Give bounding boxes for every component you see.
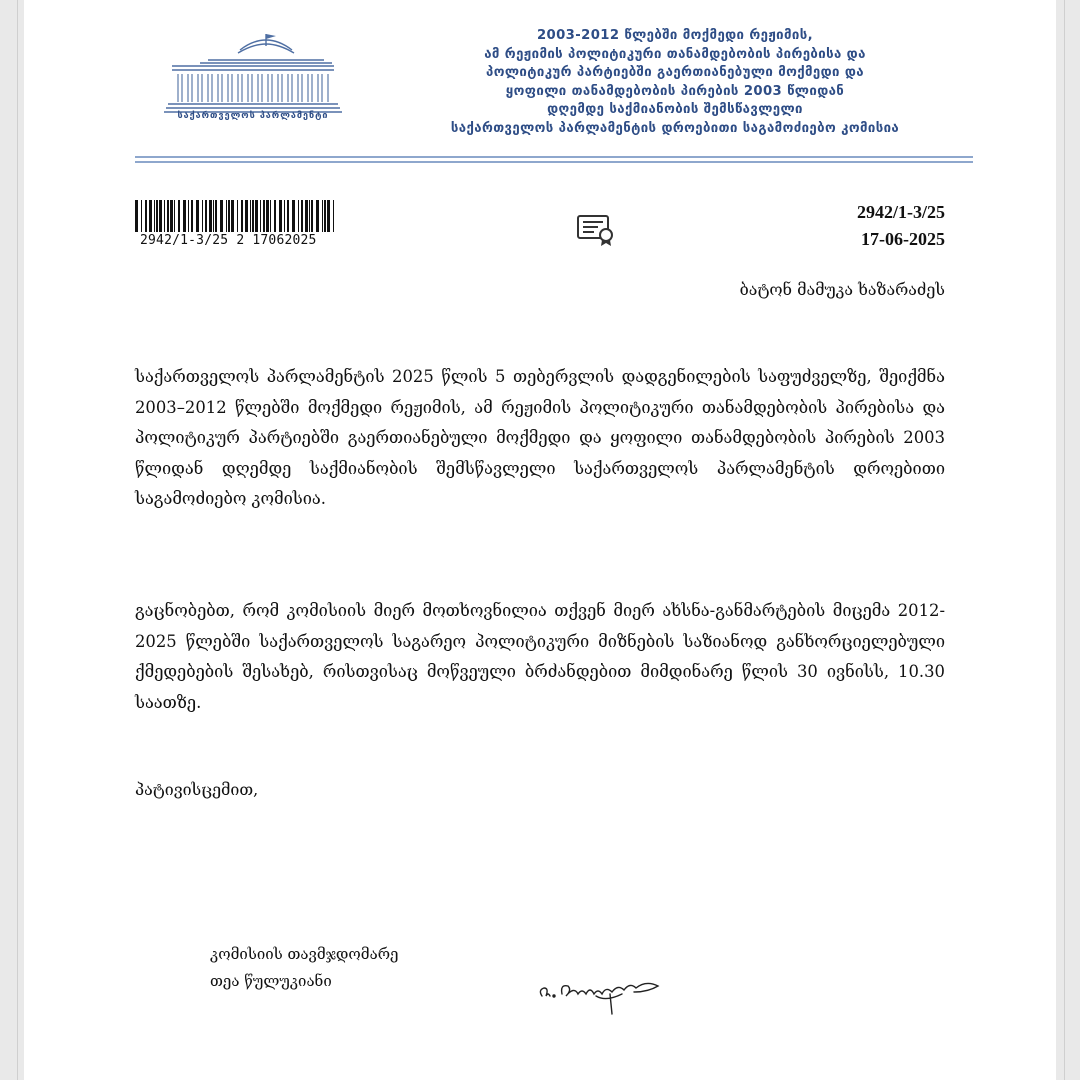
barcode-bar (301, 200, 303, 232)
barcode-bar (327, 200, 330, 232)
body-paragraph: საქართველოს პარლამენტის 2025 წლის 5 თებერვლის დადგენილების საფუძველზე, შეიქმნა 2003–2012 წლებში მოქმედი რეჟიმის, ამ რეჟიმის პოლიტიკური თანამდებობის პირებისა და პოლიტიკურ პარტიებში გაერთიანებული მოქმედი და ყოფილი თანამდებობის პირების 2003 წლიდან დღემდე საქმიანობის შემსწავლელი საქართველოს პარლამენტის დროებითი საგამოძიებო კომისია. (135, 367, 945, 508)
barcode-bar (237, 200, 238, 232)
commission-line: ყოფილი თანამდებობის პირების 2003 წლიდან (505, 83, 845, 99)
closing: პატივისცემით, (135, 780, 259, 799)
commission-heading (380, 27, 970, 138)
barcode-bar (205, 200, 207, 232)
barcode-bar (167, 200, 169, 232)
barcode-bar (263, 200, 265, 232)
commission-line: ამ რეჟიმის პოლიტიკური თანამდებობის პირებისა და (484, 46, 866, 62)
signature (536, 972, 666, 1022)
barcode-bar (316, 200, 319, 232)
commission-line: დღემდე საქმიანობის შემსწავლელი (547, 102, 803, 117)
barcode-bar (209, 200, 212, 232)
barcode-bar (213, 200, 214, 232)
barcode-bar (292, 200, 295, 232)
barcode-bar (196, 200, 199, 232)
page-edge-right (1064, 0, 1065, 1080)
logo-caption: საქართველოს პარლამენტი (177, 111, 329, 121)
document-date: 17-06-2025 (861, 229, 945, 249)
barcode-bar (178, 200, 180, 232)
barcode-bar (174, 200, 175, 232)
barcode-bar (170, 200, 173, 232)
barcode-bar (135, 200, 138, 232)
page-edge-left (17, 0, 18, 1080)
barcode-bar (191, 200, 193, 232)
barcode-bar (241, 200, 243, 232)
body-paragraph: გაცნობებთ, რომ კომისიის მიერ მოთხოვნილია თქვენ მიერ ახსნა-განმარტების მიცემა 2012-2025 წლებში საქართველოს საგარეო პოლიტიკური მიზნების საზიანოდ განხორციელებული ქმედებების შესახებ, რისთვისაც მოწვეული ბრძანდებით მიმდინარე წლის 30 ივნისს, 10.30 საათზე. (135, 601, 945, 712)
barcode-bar (309, 200, 310, 232)
barcode-bar (231, 200, 234, 232)
barcode-bar (322, 200, 323, 232)
salutation: ბატონ მამუკა ხაზარაძეს (739, 280, 945, 299)
barcode-bar (270, 200, 271, 232)
barcode-bar (154, 200, 155, 232)
barcode-bar (279, 200, 282, 232)
barcode-bar (311, 200, 313, 232)
barcode-bar (255, 200, 258, 232)
document-reference (857, 199, 945, 253)
barcode-bar (245, 200, 248, 232)
barcode-bar (298, 200, 299, 232)
barcode (135, 200, 335, 232)
barcode-bar (159, 200, 162, 232)
barcode-bar (274, 200, 276, 232)
barcode-bar (260, 200, 261, 232)
barcode-bar (305, 200, 308, 232)
barcode-bar (333, 200, 334, 232)
header-rule (135, 161, 973, 163)
barcode-bar (149, 200, 152, 232)
barcode-bar (266, 200, 269, 232)
barcode-bar (252, 200, 254, 232)
barcode-bar (284, 200, 285, 232)
commission-line: 2003-2012 წლებში მოქმედი რეჟიმის, (536, 28, 814, 43)
barcode-bar (156, 200, 158, 232)
barcode-bar (202, 200, 203, 232)
barcode-bar (183, 200, 186, 232)
barcode-bar (228, 200, 230, 232)
signer-name: თეა წულუკიანი (210, 972, 332, 990)
barcode-text: 2942/1-3/25 2 17062025 (140, 233, 317, 248)
header-rule (135, 156, 973, 158)
barcode-bar (188, 200, 189, 232)
certificate-icon (576, 213, 616, 247)
barcode-bar (145, 200, 147, 232)
barcode-bar (141, 200, 142, 232)
reference-number: 2942/1-3/25 (857, 202, 945, 222)
barcode-bar (324, 200, 326, 232)
barcode-bar (164, 200, 165, 232)
barcode-bar (250, 200, 251, 232)
commission-line: პოლიტიკურ პარტიებში გაერთიანებული მოქმედი და (486, 65, 864, 80)
signer-title: კომისიის თავმჯდომარე (210, 945, 399, 963)
barcode-bar (287, 200, 289, 232)
barcode-bar (215, 200, 217, 232)
barcode-bar (220, 200, 223, 232)
commission-line: საქართველოს პარლამენტის დროებითი საგამოძიებო კომისია (450, 120, 900, 136)
barcode-bar (226, 200, 227, 232)
